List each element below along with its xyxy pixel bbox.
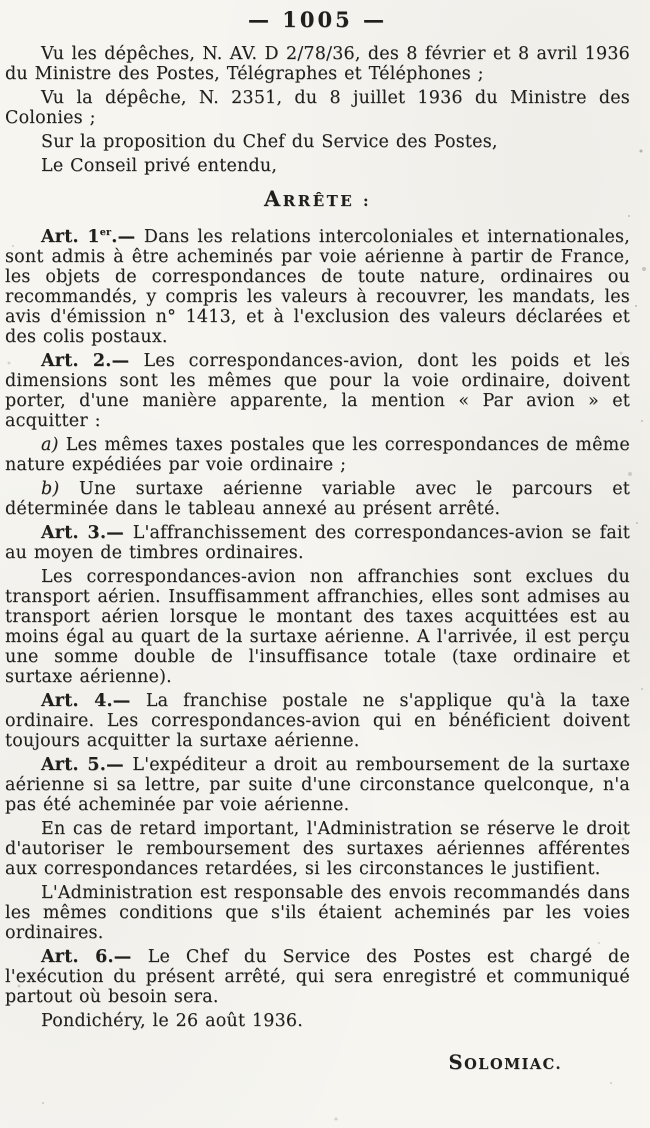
item-a: a) Les mêmes taxes postales que les correspondances de même nature expédiées par voie ordinaire ; — [5, 435, 630, 475]
dateline: Pondichéry, le 26 août 1936. — [41, 1011, 304, 1031]
paragraph-administration-responsable: L'Administration est responsable des envois recommandés dans les mêmes conditions que s'ils étaient acheminés par les voies ordinaires. — [5, 883, 630, 943]
article-5: Art. 5.— L'expéditeur a droit au remboursement de la surtaxe aérienne si sa lettre, par suite d'une circonstance quelconque, n'a pas été acheminée par voie aérienne. — [5, 755, 630, 815]
page-number: — 1005 — — [247, 7, 388, 32]
heading-arrete: ARRÊTE : — [263, 186, 372, 211]
paragraph-vu-depeches: Vu les dépêches, N. AV. D 2/78/36, des 8 février et 8 avril 1936 du Ministre des Postes, Télégraphes et Téléphones ; — [5, 44, 630, 84]
article-6: Art. 6.— Le Chef du Service des Postes est chargé de l'exécution du présent arrêté, qui sera enregistré et communiqué partout où besoin sera. — [5, 947, 630, 1007]
paragraph-non-affranchies: Les correspondances-avion non affranchies sont exclues du transport aérien. Insuffisamment affranchies, elles sont admises au transport aérien lorsque le montant des taxes acquittées est au moins égal au quart de la surtaxe aérienne. A l'arrivée, il est perçu une somme double de l'insuffisance totale (taxe ordinaire et surtaxe aérienne). — [5, 567, 630, 687]
paragraph-retard: En cas de retard important, l'Administration se réserve le droit d'autoriser le remboursement des surtaxes aériennes afférentes aux correspondances retardées, si les circonstances le justifient. — [5, 819, 630, 879]
article-4: Art. 4.— La franchise postale ne s'applique qu'à la taxe ordinaire. Les correspondances-avion qui en bénéficient doivent toujours acquitter la surtaxe aérienne. — [5, 691, 630, 751]
article-3: Art. 3.— L'affranchissement des correspondances-avion se fait au moyen de timbres ordinaires. — [5, 523, 630, 563]
document-body — [5, 44, 630, 1075]
article-2: Art. 2.— Les correspondances-avion, dont les poids et les dimensions sont les mêmes que pour la voie ordinaire, doivent porter, d'une manière apparente, la mention « Par avion » et acquitter : — [5, 351, 630, 431]
article-1: Art. 1er.— Dans les relations intercoloniales et internationales, sont admis à être acheminés par voie aérienne à partir de France, les objets de correspondances de toute nature, ordinaires ou recommandés, y compris les valeurs à recouvrer, les mandats, les avis d'émission n° 1413, et à l'exclusion des valeurs déclarées et des colis postaux. — [5, 227, 630, 347]
signature: SOLOMIAC. — [448, 1051, 562, 1074]
paragraph-vu-depeche-colonies: Vu la dépêche, N. 2351, du 8 juillet 1936 du Ministre des Colonies ; — [5, 88, 630, 128]
paragraph-sur-proposition: Sur la proposition du Chef du Service des Postes, — [41, 132, 498, 152]
paragraph-conseil-prive: Le Conseil privé entendu, — [41, 156, 278, 176]
item-b: b) Une surtaxe aérienne variable avec le parcours et déterminée dans le tableau annexé au présent arrêté. — [5, 479, 631, 519]
